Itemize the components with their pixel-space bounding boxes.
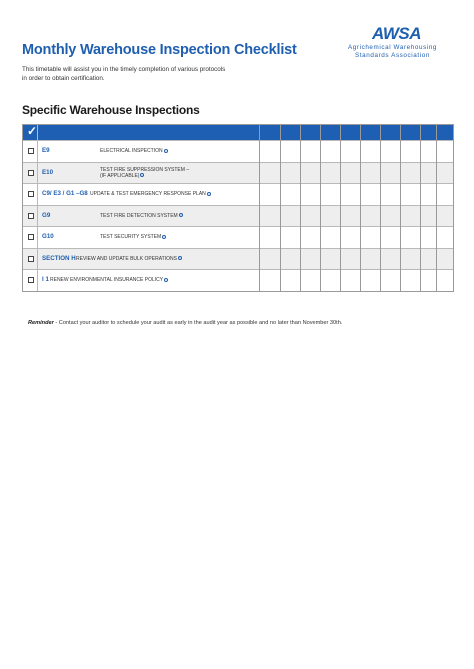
info-dot-icon: [164, 149, 168, 153]
row-description: UPDATE & TEST EMERGENCY RESPONSE PLAN: [90, 191, 211, 197]
logo-line-2: Standards Association: [355, 52, 430, 59]
row-code: E9: [42, 147, 50, 154]
reminder-text: - Contact your auditor to schedule your audit as early in the audit year as possible and no later than November 30th.: [53, 320, 343, 326]
column-divider: [360, 125, 361, 291]
column-divider: [420, 125, 421, 291]
info-dot-icon: [178, 256, 182, 260]
intro-line-2: in order to obtain certification.: [22, 74, 105, 82]
row-checkbox[interactable]: [28, 148, 34, 154]
row-checkbox[interactable]: [28, 234, 34, 240]
row-code: G9: [42, 211, 51, 219]
row-checkbox[interactable]: [28, 191, 34, 197]
row-code: E10: [42, 168, 54, 176]
inspection-table: [22, 124, 454, 292]
row-checkbox[interactable]: [28, 277, 34, 283]
row-code: C9/ E3 / G1 –G8: [42, 190, 88, 197]
table-row: [23, 248, 453, 270]
column-divider: [300, 125, 301, 291]
info-dot-icon: [164, 278, 168, 282]
row-code: G10: [42, 233, 54, 240]
row-checkbox[interactable]: [28, 256, 34, 262]
column-divider: [259, 125, 260, 291]
row-description: ELECTRICAL INSPECTION: [100, 148, 168, 154]
reminder-label: Reminder: [28, 320, 54, 326]
row-description: RENEW ENVIRONMENTAL INSURANCE POLICY: [50, 277, 168, 283]
table-row: [23, 205, 453, 227]
awsa-logo: [330, 24, 455, 64]
column-divider: [37, 125, 38, 291]
row-code: I 1: [42, 276, 49, 283]
table-row: [23, 226, 453, 248]
table-row: [23, 183, 453, 205]
column-divider: [320, 125, 321, 291]
logo-mark: AWSA: [372, 24, 421, 43]
table-row: [23, 140, 453, 162]
section-heading: Specific Warehouse Inspections: [22, 103, 200, 117]
page-title: Monthly Warehouse Inspection Checklist: [22, 42, 297, 58]
column-divider: [436, 125, 437, 291]
info-dot-icon: [162, 235, 166, 239]
info-dot-icon: [207, 192, 211, 196]
checkmark-icon: ✓: [27, 124, 38, 138]
intro-line-1: This timetable will assist you in the timely completion of various protocols: [22, 66, 226, 73]
info-dot-icon: [179, 213, 183, 217]
column-divider: [340, 125, 341, 291]
column-divider: [380, 125, 381, 291]
table-row: [23, 162, 453, 184]
row-description: TEST FIRE SUPPRESSION SYSTEM – (IF APPLICABLE): [100, 166, 190, 179]
info-dot-icon: [140, 173, 144, 177]
logo-line-1: Agrichemical Warehousing: [347, 44, 438, 51]
row-description: TEST FIRE DETECTION SYSTEM: [100, 213, 183, 219]
column-divider: [280, 125, 281, 291]
row-checkbox[interactable]: [28, 170, 34, 176]
row-checkbox[interactable]: [28, 213, 34, 219]
row-code: SECTION H: [42, 254, 76, 262]
reminder-note: [28, 320, 342, 326]
table-header-bar: [23, 125, 453, 140]
row-description: TEST SECURITY SYSTEM: [100, 234, 166, 240]
intro-text: [22, 66, 282, 83]
row-description: REVIEW AND UPDATE BULK OPERATIONS: [76, 256, 182, 262]
column-divider: [400, 125, 401, 291]
table-row: [23, 269, 453, 291]
